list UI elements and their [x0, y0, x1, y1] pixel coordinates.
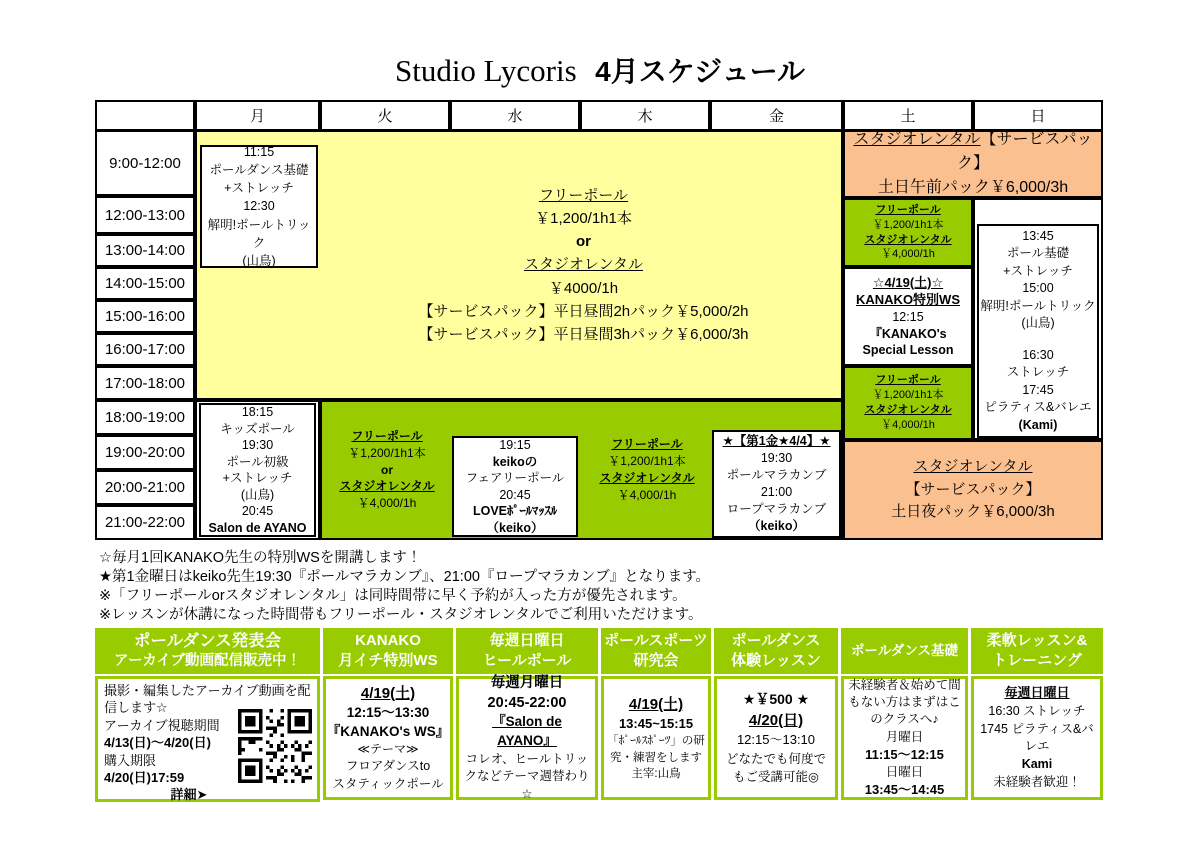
service-pack-2h: 【サービスパック】平日昼間2hパック￥5,000/2h [418, 302, 749, 320]
wed-evening-class-box [452, 436, 578, 537]
instructor: (山鳥) [240, 487, 275, 502]
free-pole-price: ￥1,200/1h1本 [535, 209, 632, 227]
class-time: 18:15 [241, 405, 274, 419]
detail-link: 詳細➤ [170, 787, 208, 803]
sat-midday-cell [843, 198, 973, 267]
time-slot: 15:00-16:00 [95, 300, 195, 333]
program-header-pole-sports: ポールスポーツ 研究会 [601, 628, 711, 674]
day-header-wed: 水 [450, 100, 580, 131]
or-label: or [576, 233, 591, 251]
viewing-period-dates: 4/13(日)～4/20(日) [104, 735, 211, 751]
class-name: 解明!ポールトリック [207, 217, 311, 250]
class-name: フェアリーポール [465, 471, 565, 485]
weekend-night-price: 土日夜パック￥6,000/3h [891, 503, 1055, 521]
day-header-tue: 火 [320, 100, 450, 131]
studio-rental-label: スタジオレンタル [864, 404, 952, 416]
day-header-thu: 木 [580, 100, 710, 131]
time-slot: 21:00-22:00 [95, 505, 195, 540]
free-pole-label: フリーポール [611, 437, 683, 452]
class-name: 解明!ポールトリック [980, 298, 1096, 313]
program-header-pole-basic: ポールダンス基礎 [841, 628, 968, 674]
weekend-morning-price: 土日午前パック￥6,000/3h [877, 179, 1069, 196]
note-line: ★第1金曜日はkeiko先生19:30『ポールマラカンブ』、21:00『ロープマラカンブ』となります。 [99, 569, 711, 585]
program-header-trial-lesson: ポールダンス 体験レッスン [714, 628, 838, 674]
title-month-schedule: 4月スケジュール [595, 56, 806, 87]
program-body-trial-lesson: ★￥500 ★ 4/20(日) 12:15～13:10 どなたでも何度でもご受講可能◎ [714, 676, 838, 800]
class-time: 11:15 [243, 145, 275, 160]
time-slot: 14:00-15:00 [95, 267, 195, 300]
ws-lesson-name: 『KANAKO's Special Lesson [862, 326, 954, 358]
instructor: (Kami) [1018, 417, 1058, 432]
time-slot: 20:00-21:00 [95, 470, 195, 505]
class-time: 19:30 [760, 451, 793, 466]
program-body-heel-pole: 毎週月曜日 20:45-22:00 『Salon de AYANO』 コレオ、ヒールトリックなどテーマ週替わり☆ [456, 676, 598, 800]
studio-rental-price: ￥4,000/1h [357, 496, 417, 511]
class-time: 17:45 [1022, 382, 1054, 397]
tue-evening-cell [322, 402, 452, 538]
weekend-morning-rental-cell [843, 130, 1103, 198]
time-slot: 9:00-12:00 [95, 130, 195, 196]
weekend-night-rental-cell [843, 440, 1103, 540]
mon-morning-class-box [200, 145, 318, 268]
or-label: or [381, 462, 393, 477]
fri-evening-class-box [712, 430, 841, 538]
class-name: ポール基礎 [1006, 246, 1070, 261]
program-body-flexibility: 毎週日曜日 16:30 ストレッチ 1745 ピラティス&バレエ Kami 未経験者歓迎！ [971, 676, 1103, 800]
day-header-mon: 月 [195, 100, 320, 131]
program-header-recital: ポールダンス発表会 アーカイブ動画配信販売中！ [95, 628, 320, 674]
service-pack-label: 【サービスパック】 [956, 131, 1093, 172]
class-name: +ストレッチ [222, 471, 293, 485]
ws-title: KANAKO特別WS [856, 292, 960, 308]
time-slot: 17:00-18:00 [95, 366, 195, 400]
studio-rental-price: ￥4,000/1h [881, 248, 935, 261]
studio-rental-price: ￥4,000/1h [881, 418, 935, 431]
program-header-flexibility: 柔軟レッスン& トレーニング [971, 628, 1103, 674]
mon-evening-class-box [199, 403, 316, 537]
time-slot: 12:00-13:00 [95, 196, 195, 234]
purchase-deadline-label: 購入期限 [104, 752, 157, 768]
class-name: ピラティス&バレエ [984, 400, 1092, 415]
studio-rental-price: ￥4000/1h [548, 279, 619, 297]
service-pack-label: 【サービスパック】 [905, 480, 1041, 498]
corner-cell [95, 100, 195, 131]
class-time: 19:30 [241, 438, 274, 452]
free-pole-label: フリーポール [875, 203, 941, 216]
class-time: 15:00 [1022, 281, 1054, 296]
time-slot: 16:00-17:00 [95, 333, 195, 366]
sun-class-box [977, 224, 1099, 438]
note-line: ※「フリーポールorスタジオレンタル」は同時間帯に早く予約が入った方が優先されます。 [99, 588, 687, 604]
free-pole-price: ￥1,200/1h1本 [348, 445, 426, 460]
notes-block [99, 549, 710, 625]
class-name: ポールダンス基礎 [209, 163, 309, 178]
studio-rental-price: ￥4,000/1h [617, 487, 677, 502]
note-line: ※レッスンが休講になった時間帯もフリーポール・スタジオレンタルでご利用いただけます。 [99, 607, 703, 623]
class-name: Salon de AYANO [208, 520, 307, 535]
first-friday-label: ★【第1金★4/4】★ [722, 434, 831, 449]
class-name: ポールマラカンブ [726, 468, 827, 483]
free-pole-label: フリーポール [538, 186, 629, 204]
instructor: (山鳥) [242, 253, 276, 268]
program-body-pole-sports: 4/19(土) 13:45~15:15 「ﾎﾟｰﾙｽﾎﾟｰﾂ」の研究・練習をします 主宰:山鳥 [601, 676, 711, 800]
free-pole-rental-info [322, 132, 845, 398]
class-name: LOVEﾎﾟｰﾙﾏｯｽﾙ [472, 504, 558, 518]
sat-evening-cell [843, 366, 973, 440]
free-pole-price: ￥1,200/1h1本 [872, 389, 944, 402]
instructor: （keiko） [486, 520, 544, 535]
class-name: ロープマラカンブ [726, 501, 827, 516]
time-slot: 19:00-20:00 [95, 435, 195, 470]
studio-rental-label: スタジオレンタル [913, 458, 1033, 476]
class-time: 16:30 [1022, 347, 1054, 362]
class-time: 12:30 [243, 199, 275, 214]
class-time: 19:15 [499, 438, 531, 452]
class-name: ポール初級 [226, 454, 289, 469]
purchase-deadline-date: 4/20(日)17:59 [104, 770, 185, 786]
note-line: ☆毎月1回KANAKO先生の特別WSを開講します！ [99, 550, 422, 566]
time-slot: 13:00-14:00 [95, 234, 195, 267]
program-body-kanako-ws: 4/19(土) 12:15～13:30 『KANAKO's WS』 ≪テーマ≫ フロアダンスto スタティックポール [323, 676, 453, 800]
day-header-sat: 土 [843, 100, 973, 131]
studio-rental-label: スタジオレンタル [864, 233, 952, 246]
studio-rental-label: スタジオレンタル [523, 256, 644, 274]
free-pole-price: ￥1,200/1h1本 [608, 454, 686, 469]
class-time: 13:45 [1022, 228, 1054, 243]
program-header-heel-pole: 毎週日曜日 ヒールポール [456, 628, 598, 674]
free-pole-label: フリーポール [875, 374, 941, 387]
sat-kanako-ws-cell [843, 267, 973, 366]
class-time: 20:45 [241, 504, 274, 518]
class-time: 21:00 [760, 485, 793, 499]
archive-description: 撮影・編集したアーカイブ動画を配信します☆ [104, 683, 311, 716]
free-pole-label: フリーポール [351, 429, 423, 443]
program-body-recital [95, 676, 320, 802]
time-slot: 18:00-19:00 [95, 400, 195, 435]
free-pole-price: ￥1,200/1h1本 [872, 218, 944, 231]
studio-rental-label: スタジオレンタル [599, 471, 695, 485]
day-header-sun: 日 [973, 100, 1103, 131]
class-name: +ストレッチ [224, 181, 294, 196]
viewing-period-label: アーカイブ視聴期間 [104, 717, 220, 733]
service-pack-3h: 【サービスパック】平日昼間3hパック￥6,000/3h [418, 326, 749, 344]
class-name: ストレッチ [1006, 365, 1070, 380]
day-header-fri: 金 [710, 100, 843, 131]
qr-code [238, 709, 312, 783]
studio-rental-label: スタジオレンタル [853, 131, 981, 148]
program-header-kanako-ws: KANAKO 月イチ特別WS [323, 628, 453, 674]
class-name: +ストレッチ [1003, 263, 1073, 278]
instructor: keikoの [492, 454, 538, 469]
instructor: (山鳥) [1021, 316, 1055, 331]
class-name: キッズポール [220, 421, 295, 436]
class-time: 20:45 [499, 487, 531, 502]
program-body-pole-basic: 未経験者＆始めて間もない方はまずはこのクラスへ♪ 月曜日 11:15～12:15 日曜日 13:45～14:45 [841, 676, 968, 800]
rental-pack-title [845, 128, 1101, 176]
studio-rental-label: スタジオレンタル [339, 479, 435, 494]
thu-evening-cell [582, 402, 712, 538]
title-studio-name: Studio Lycoris [394, 53, 577, 88]
page-title [0, 50, 1200, 90]
ws-date: ☆4/19(土)☆ [872, 274, 944, 290]
instructor: （keiko） [748, 518, 805, 533]
ws-time: 12:15 [892, 309, 924, 324]
